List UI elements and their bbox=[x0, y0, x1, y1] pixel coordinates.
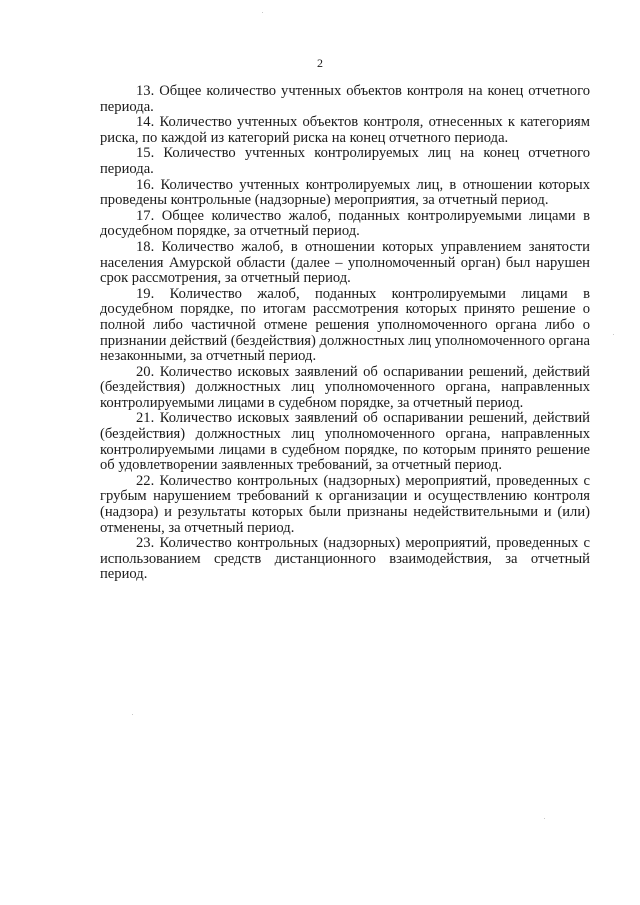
list-item-18: 18. Количество жалоб, в отношении которых управлением занятости населения Амурской области (далее – уполномоченный орган) был нарушен срок рассмотрения, за отчетный период. bbox=[100, 238, 590, 287]
page-number: 2 bbox=[317, 56, 323, 70]
list-item-14: 14. Количество учтенных объектов контроля, отнесенных к категориям риска, по каждой из категорий риска на конец отчетного периода. bbox=[100, 114, 590, 146]
scan-speck bbox=[132, 714, 133, 715]
list-item-19: 19. Количество жалоб, поданных контролируемыми лицами в досудебном порядке, по итогам рассмотрения которых принято решение о полной либо частичной отмене решения уполномоченного органа либо о признании действий (бездействия) должностных лиц уполномоченного органа незаконными, за отчетный период. bbox=[100, 285, 590, 365]
list-item-23: 23. Количество контрольных (надзорных) мероприятий, проведенных с использованием средств дистанционного взаимодействия, за отчетный период. bbox=[100, 535, 590, 583]
scan-speck bbox=[262, 12, 263, 13]
list-item-13: 13. Общее количество учтенных объектов контроля на конец отчетного периода. bbox=[100, 83, 590, 115]
scan-speck bbox=[544, 818, 545, 819]
scan-speck bbox=[613, 334, 614, 335]
list-item-20: 20. Количество исковых заявлений об оспаривании решений, действий (бездействия) должностных лиц уполномоченного органа, направленных контролируемыми лицами в судебном порядке, за отчетный период. bbox=[100, 363, 590, 411]
indicator-list bbox=[100, 84, 590, 583]
list-item-17: 17. Общее количество жалоб, поданных контролируемыми лицами в досудебном порядке, за отчетный период. bbox=[100, 207, 590, 240]
list-item-16: 16. Количество учтенных контролируемых лиц, в отношении которых проведены контрольные (надзорные) мероприятия, за отчетный период. bbox=[100, 176, 590, 209]
list-item-15: 15. Количество учтенных контролируемых лиц на конец отчетного периода. bbox=[100, 145, 590, 177]
list-item-22: 22. Количество контрольных (надзорных) мероприятий, проведенных с грубым нарушением требований к организации и осуществлению контроля (надзора) и результаты которых были признаны недействительными и (или) отменены, за отчетный период. bbox=[100, 472, 590, 536]
list-item-21: 21. Количество исковых заявлений об оспаривании решений, действий (бездействия) должностных лиц уполномоченного органа, направленных контролируемыми лицами в судебном порядке, по которым принято решение об удовлетворении заявленных требований, за отчетный период. bbox=[100, 410, 590, 474]
